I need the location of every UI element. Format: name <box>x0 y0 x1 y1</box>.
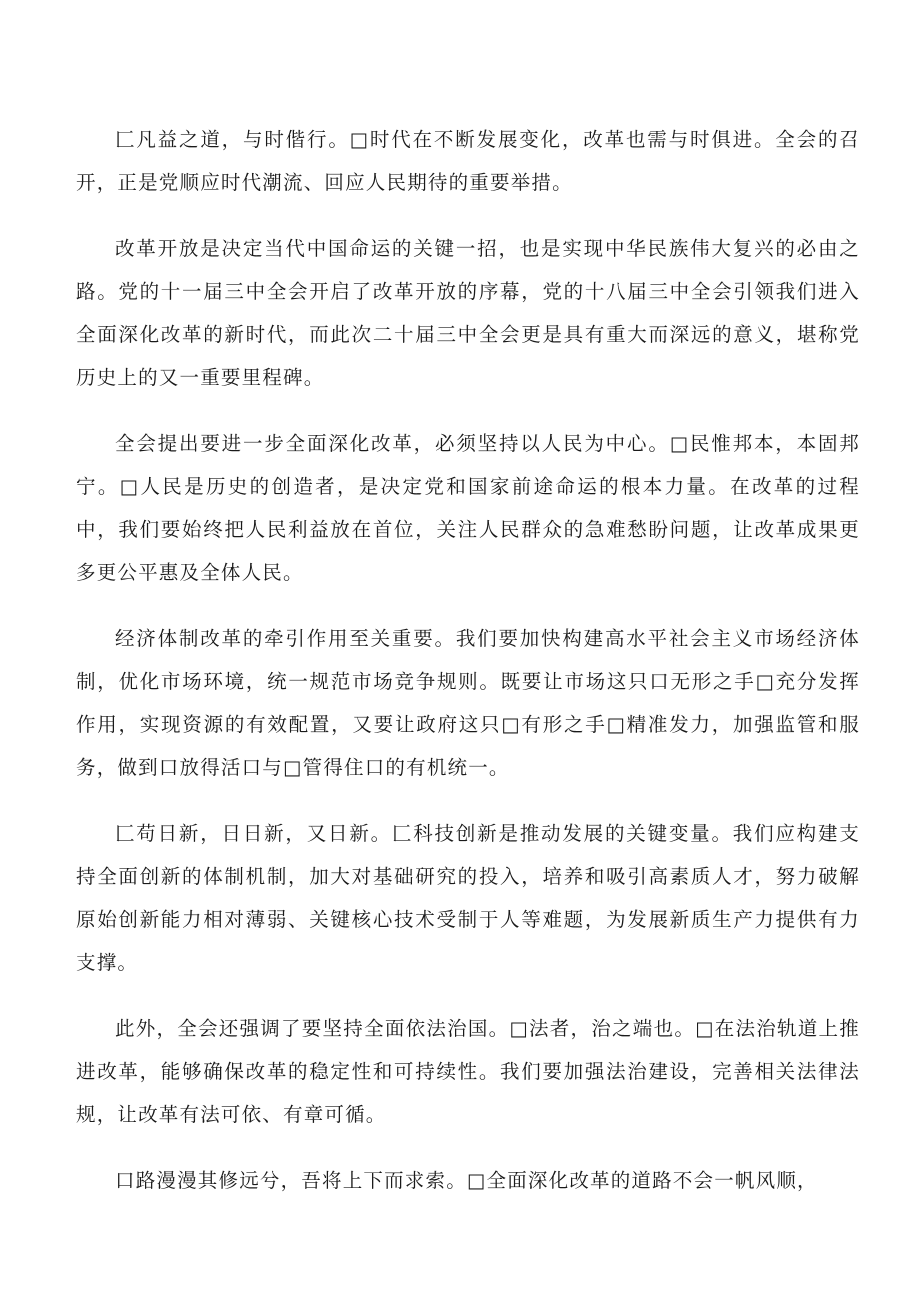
paragraph-3: 全会提出要进一步全面深化改革，必须坚持以人民为中心。□民惟邦本，本固邦宁。□人民是历史的创造者，是决定党和国家前途命运的根本力量。在改革的过程中，我们要始终把人民利益放在首位，关注人民群众的急难愁盼问题，让改革成果更多更公平惠及全体人民。 <box>76 432 860 584</box>
paragraph-5: 匚苟日新，日日新，又日新。匚科技创新是推动发展的关键变量。我们应构建支持全面创新的体制机制，加大对基础研究的投入，培养和吸引高素质人才，努力破解原始创新能力相对薄弱、关键核心技术受制于人等难题，为发展新质生产力提供有力支撑。 <box>76 822 860 974</box>
paragraph-6: 此外，全会还强调了要坚持全面依法治国。□法者，治之端也。□在法治轨道上推进改革，能够确保改革的稳定性和可持续性。我们要加强法治建设，完善相关法律法规，让改革有法可依、有章可循。 <box>76 1017 860 1126</box>
paragraph-4: 经济体制改革的牵引作用至关重要。我们要加快构建高水平社会主义市场经济体制，优化市场环境，统一规范市场竞争规则。既要让市场这只口无形之手□充分发挥作用，实现资源的有效配置，又要让政府这只□有形之手□精准发力，加强监管和服务，做到口放得活口与□管得住口的有机统一。 <box>76 627 860 779</box>
paragraph-1: 匚凡益之道，与时偕行。□时代在不断发展变化，改革也需与时俱进。全会的召开，正是党顺应时代潮流、回应人民期待的重要举措。 <box>76 128 860 194</box>
document-body <box>76 118 860 1225</box>
paragraph-7: 口路漫漫其修远兮，吾将上下而求索。□全面深化改革的道路不会一帆风顺， <box>115 1169 818 1192</box>
paragraph-2: 改革开放是决定当代中国命运的关键一招，也是实现中华民族伟大复兴的必由之路。党的十一届三中全会开启了改革开放的序幕，党的十八届三中全会引领我们进入全面深化改革的新时代，而此次二十届三中全会更是具有重大而深远的意义，堪称党历史上的又一重要里程碑。 <box>76 237 860 389</box>
